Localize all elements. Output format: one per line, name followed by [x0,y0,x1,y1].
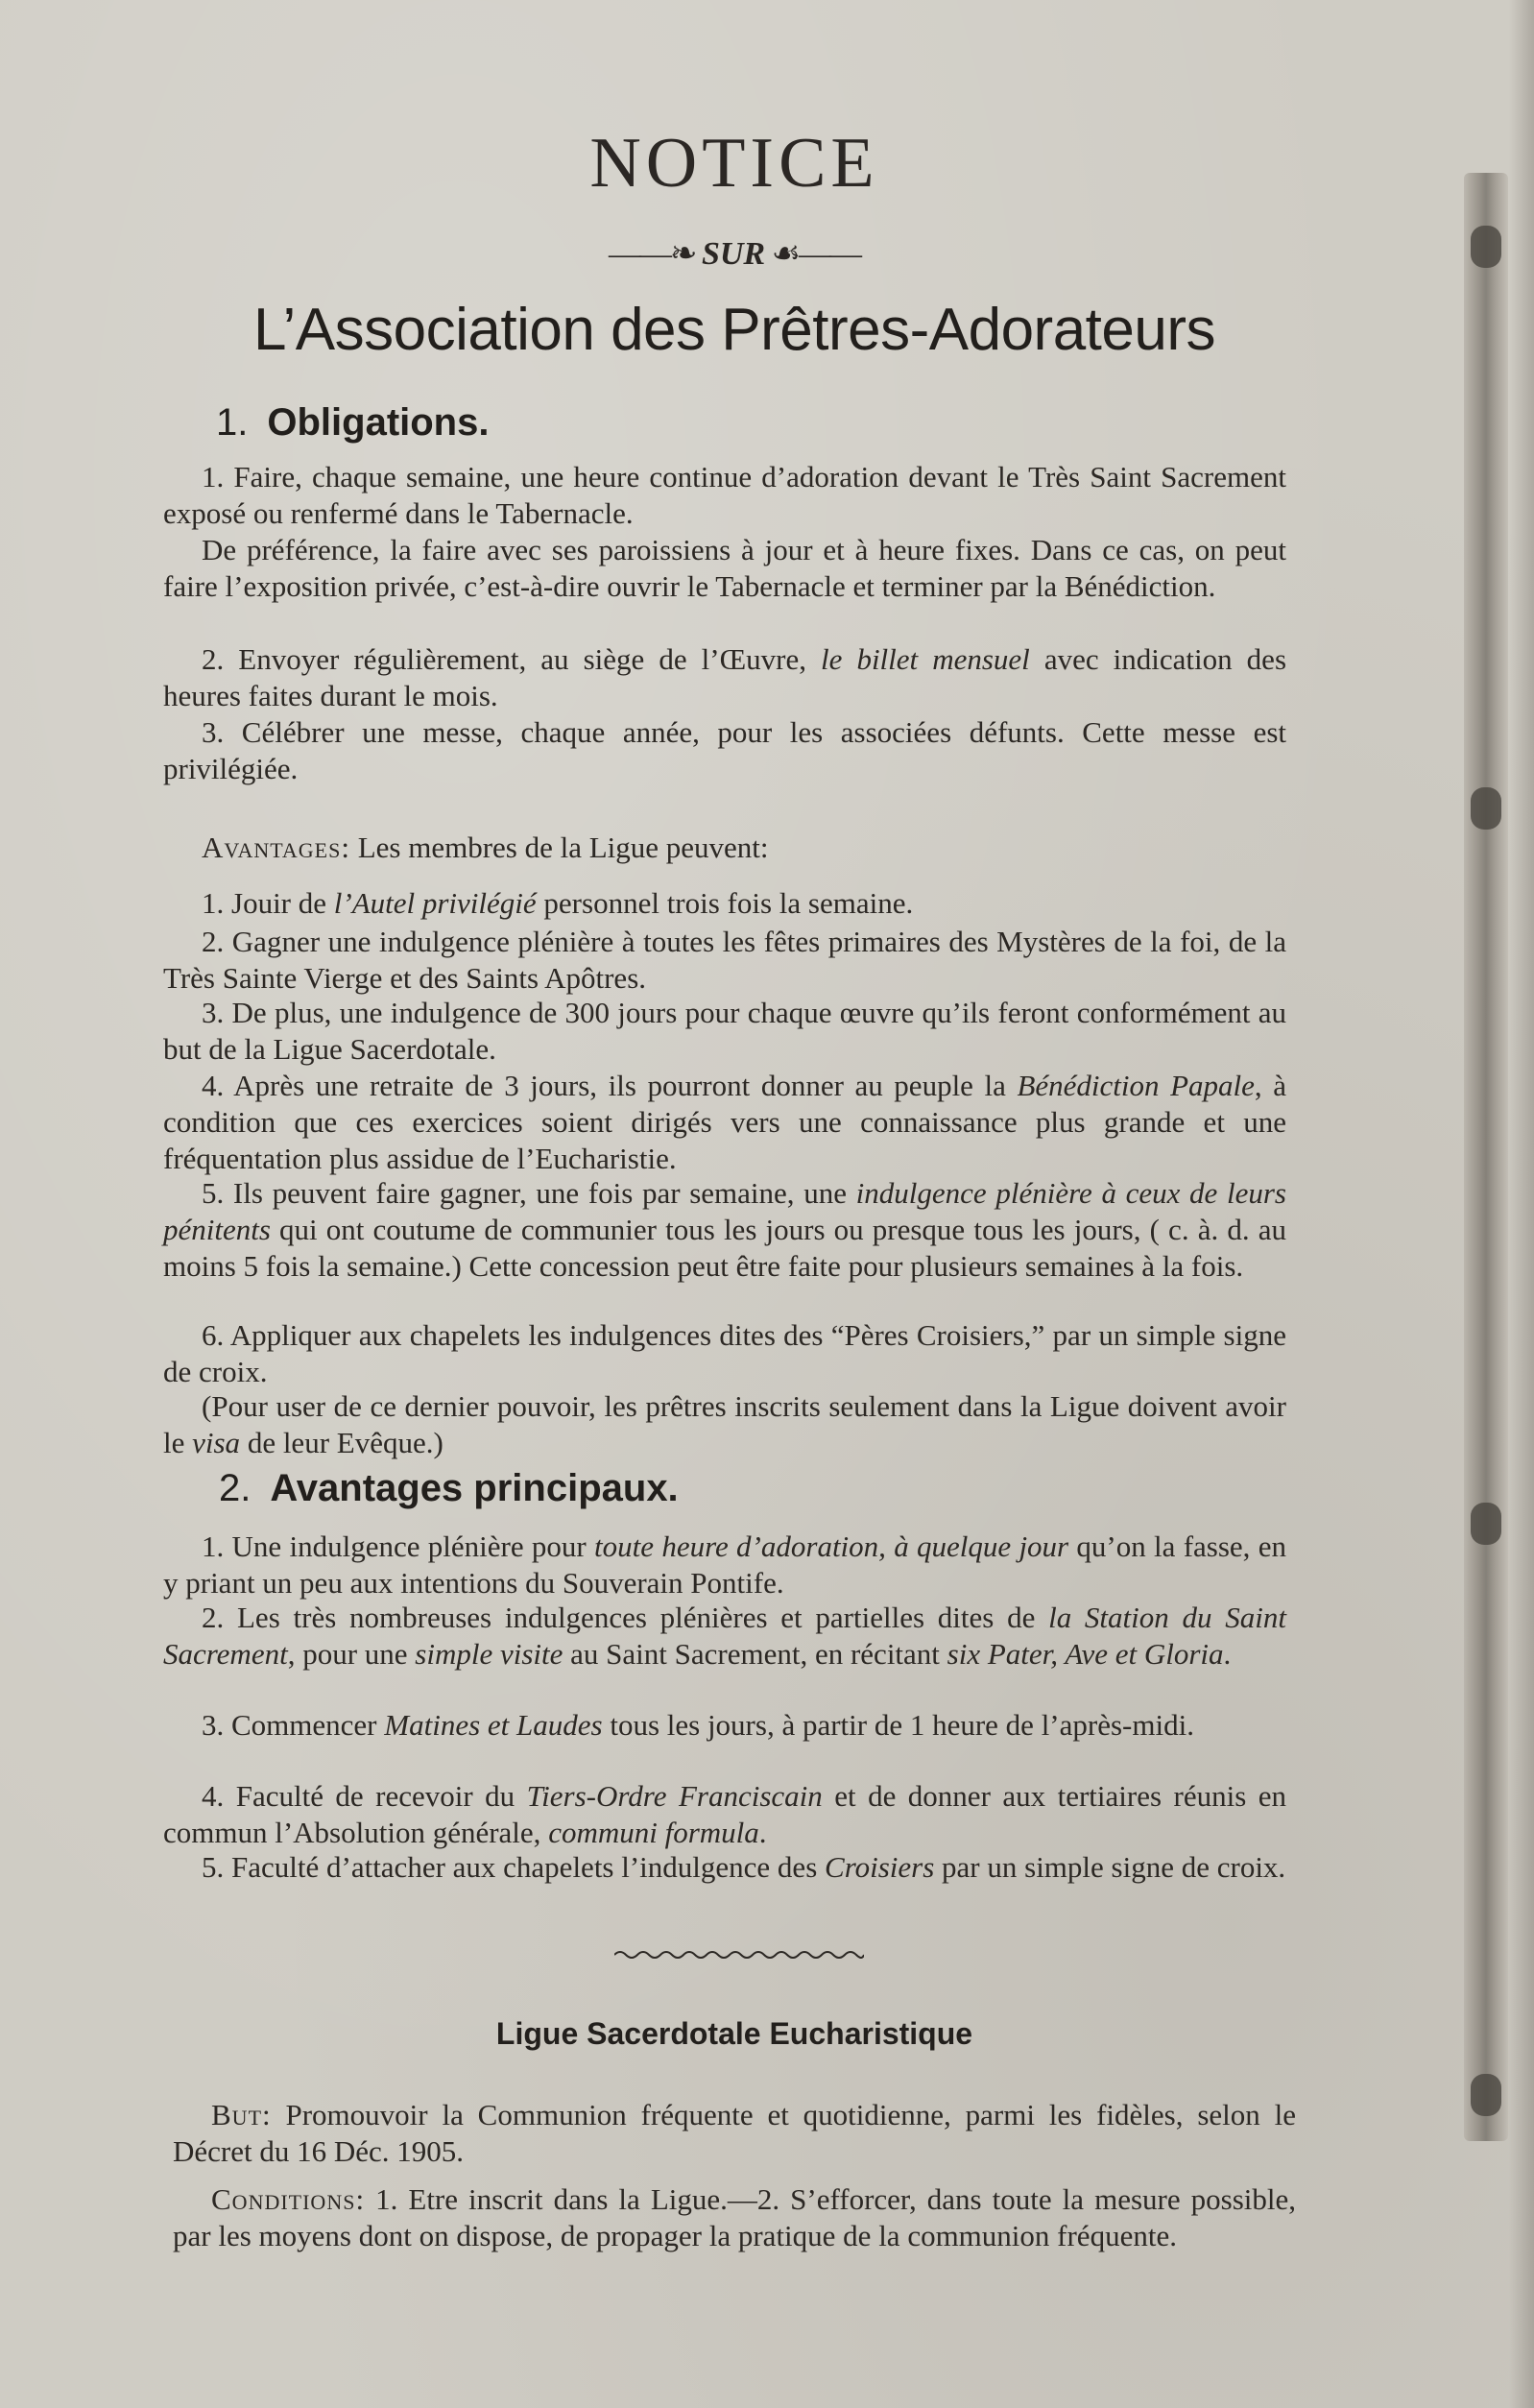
avantage-principal-item [163,1778,1286,1851]
avantage-note [163,1388,1286,1461]
avantage-item [163,885,1286,922]
association-title: L’Association des Prêtres-Adorateurs [252,297,1216,363]
sur-label: SUR [701,236,766,272]
text-run: Les membres de la Ligue peuvent: [349,831,769,864]
italic-run: simple visite [415,1637,563,1671]
avantage-item [163,1175,1286,1285]
italic-run: visa [192,1426,241,1459]
italic-run: Bénédiction Papale [1017,1069,1255,1102]
italic-run: indulgence plénière à ceux de leurs pénitents [163,1176,1286,1246]
text-run: 5. Ils peuvent faire gagner, une fois par semaine, une [202,1176,856,1210]
section-number: 2. [219,1467,252,1509]
text-run: 1. Etre inscrit dans la Ligue.—2. S’efforcer, dans toute la mesure possible, par les moyens dont on dispose, de propager la pratique de la communion fréquente. [173,2182,1296,2252]
binding-spine [1464,173,1508,2141]
text-run: 5. Faculté d’attacher aux chapelets l’indulgence des [202,1850,826,1884]
italic-run: Tiers-Ordre Franciscain [526,1779,823,1813]
text-run: tous les jours, à partir de 1 heure de l’après-midi. [602,1708,1194,1742]
section-title: Avantages principaux. [270,1467,679,1509]
avantage-principal-item [163,1707,1286,1744]
text-run: de leur Evêque.) [240,1426,443,1459]
italic-run: communi formula [548,1816,759,1849]
obligation-item: 3. Célébrer une messe, chaque année, pour les associées défunts. Cette messe est privilégiée. [163,715,1286,785]
ligue-title: Ligue Sacerdotale Eucharistique [495,2016,973,2051]
text-run: . [758,1816,767,1849]
italic-run: Croisiers [825,1850,935,1884]
binding-stitch [1471,787,1501,830]
avantages-intro [202,830,1286,866]
avantage-item: 6. Appliquer aux chapelets les indulgences dites des “Pères Croisiers,” par un simple signe de croix. [163,1318,1286,1388]
section-heading-avantages-principaux [219,1467,679,1510]
italic-run: six Pater, Ave et Gloria [947,1637,1224,1671]
section-heading-obligations [216,401,489,445]
ligue-but [173,2097,1296,2170]
text-run: Promouvoir la Communion fréquente et quotidienne, parmi les fidèles, selon le Décret du 16 Déc. 1905. [173,2098,1296,2168]
avantage-principal-item [163,1849,1286,1886]
ornament-left-icon: ——❧ [608,236,702,272]
text-run: et de donner aux tertiaires réunis en commun l’Absolution générale, [163,1779,1286,1849]
italic-run: toute heure d’adoration, à quelque jour [594,1529,1069,1563]
text-run: 1. Une indulgence plénière pour [202,1529,595,1563]
binding-stitch [1471,1503,1501,1545]
italic-run: le billet mensuel [821,642,1030,676]
text-run: , à condition que ces exercices soient dirigés vers une connaissance plus grande et une fréquentation plus assidue de l’Eucharistie. [163,1069,1286,1175]
avantage-principal-item [163,1529,1286,1601]
text-run: 2. Envoyer régulièrement, au siège de l’Œuvre, [202,642,822,676]
obligation-paragraph: De préférence, la faire avec ses paroissiens à jour et à heure fixes. Dans ce cas, on peut faire l’exposition privée, c’est-à-dire ouvrir le Tabernacle et terminer par la Bénédiction. [163,533,1286,603]
italic-run: l’Autel privilégié [333,886,537,920]
text-run: 3. Commencer [202,1708,385,1742]
page-edge-shadow [1509,0,1534,2408]
text-run: 2. Les très nombreuses indulgences plénières et partielles dites de [202,1601,1049,1634]
text-run: (Pour user de ce dernier pouvoir, les prêtres inscrits seulement dans la Ligue doivent avoir le [163,1389,1286,1459]
but-label: But: [211,2098,272,2131]
text-run: . [1223,1637,1232,1671]
binding-stitch [1471,226,1501,268]
avantage-item [163,1068,1286,1177]
sur-subtitle [163,234,1306,273]
conditions-label: Conditions: [211,2182,366,2216]
text-run: qu’on la fasse, en y priant un peu aux intentions du Souverain Pontife. [163,1529,1286,1600]
text-run: avec indication des heures faites durant le mois. [163,642,1287,712]
text-run: 1. Jouir de [202,886,334,920]
avantage-principal-item [163,1600,1286,1673]
ligue-conditions [173,2181,1296,2254]
avantages-label: Avantages: [202,831,350,864]
notice-title: NOTICE [589,124,879,203]
text-run: qui ont coutume de communier tous les jours ou presque tous les jours, ( c. à. d. au moins 5 fois la semaine.) Cette concession peut être faite pour plusieurs semaines à la fois. [163,1213,1286,1283]
wavy-divider [614,1947,864,1963]
text-run: 4. Faculté de recevoir du [202,1779,527,1813]
avantage-item: 3. De plus, une indulgence de 300 jours pour chaque œuvre qu’ils feront conformément au but de la Ligue Sacerdotale. [163,996,1286,1066]
avantage-item: 2. Gagner une indulgence plénière à toutes les fêtes primaires des Mystères de la foi, de la Très Sainte Vierge et des Saints Apôtres. [163,925,1286,995]
text-run: au Saint Sacrement, en récitant [563,1637,947,1671]
text-run: personnel trois fois la semaine. [536,886,914,920]
obligation-item: 1. Faire, chaque semaine, une heure continue d’adoration devant le Très Saint Sacrement exposé ou renfermé dans le Tabernacle. [163,460,1286,530]
section-number: 1. [216,401,249,444]
obligation-item [163,641,1286,714]
section-title: Obligations. [267,401,490,444]
text-run: par un simple signe de croix. [934,1850,1286,1884]
italic-run: Matines et Laudes [384,1708,603,1742]
binding-stitch [1471,2074,1501,2116]
italic-run: la Station du Saint Sacrement [163,1601,1286,1671]
ornament-right-icon: ☙—— [765,236,861,272]
text-run: , pour une [287,1637,416,1671]
text-run: 4. Après une retraite de 3 jours, ils pourront donner au peuple la [202,1069,1018,1102]
